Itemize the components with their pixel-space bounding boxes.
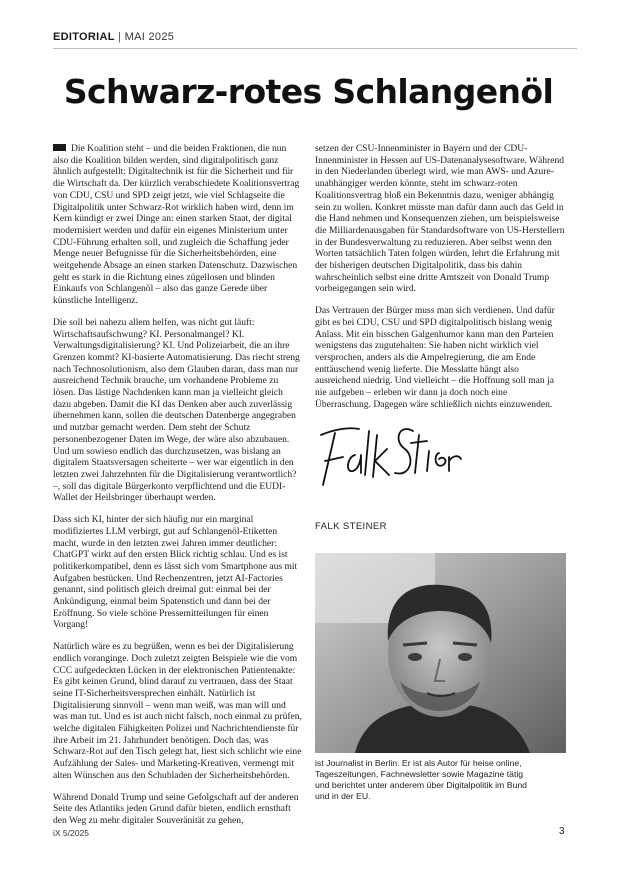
section-label: EDITORIAL <box>53 31 115 43</box>
right-column <box>315 143 565 420</box>
header-separator: | <box>118 31 122 43</box>
author-portrait <box>315 553 566 753</box>
left-column <box>53 143 303 837</box>
author-signature <box>315 415 475 500</box>
paragraph: Natürlich wäre es zu begrüßen, wenn es bei der Digitalisierung endlich voranginge. Doch zuletzt zeigten Beispiele wie die vom CCC aufgedeckten Lücken in der elektronischen Patientenakte: Es gibt keinen Grund, blind darauf zu vertrauen, dass der Staat seine IT-Sicherheitsversprechen einhält. Natürlich ist Digitalisierung sinnvoll – wenn man weiß, was man will und was man tut. Und es ist auch nicht falsch, noch einmal zu prüfen, welche digitalen Fähigkeiten Polizei und Nachrichtendienste für ihre Arbeit im 21. Jahrhundert benötigen. Doch das, was Schwarz-Rot auf den Tisch gelegt hat, liest sich schlicht wie eine Aufzählung der Sales- und Marketing-Kreativen, vermengt mit alten Wünschen aus den Schubladen der Sicherheitsbehörden. <box>53 641 302 781</box>
article-title: Schwarz-rotes Schlangenöl <box>63 72 554 111</box>
paragraph <box>53 143 303 307</box>
paragraph: Während Donald Trump und seine Gefolgschaft auf der anderen Seite des Atlantiks jeden Grund dafür bieten, endlich ernsthaft den Weg zu mehr digitaler Souveränität zu gehen, <box>53 791 299 826</box>
author-bio: ist Journalist in Berlin. Er ist als Autor für heise online, Tageszeitungen, Fachnewsletter sowie Magazine tätig und berichtet unter anderem über Digitalpolitik im Bund und in der EU. <box>315 758 527 801</box>
paragraph-text: Die Koalition steht – und die beiden Fraktionen, die nun also die Koalition bilden werden, sind digitalpolitisch ganz ähnlich aufgestellt: Digitaltechnik ist für die Sicherheit und für die Wirtschaft da. Der kürzlich verabschiedete Koalitionsvertrag von CDU, CSU und SPD zeigt jetzt, wie viel Schlagseite die Digitalpolitik unter Schwarz-Rot wirklich haben wird, denn im Kern kündigt er zwei Dinge an: einen starken Staat, der digital modernisiert werden und dafür ein eigenes Ministerium unter CDU-Führung erhalten soll, und zugleich die Schaffung jeder Menge neuer Befugnisse für die Sicherheitsbehörden, eine weitgehende Absage an einen starken Datenschutz. Dazwischen geht es stark in die Richtung eines zügellosen und blinden Einkaufs von Schlangenöl – also das ganze Gerede über künstliche Intelligenz. <box>53 143 300 307</box>
paragraph: Das Vertrauen der Bürger muss man sich verdienen. Und dafür gibt es bei CDU, CSU und SPD digitalpolitisch bislang wenig Anlass. Mit ein bisschen Galgenhumor kann man den Parteien wenigstens das zugutehalten: Sie haben nicht wirklich viel versprochen, anders als die Ampelregierung, die am Ende enttäuschend wenig lieferte. Die Messlatte hängt also ausreichend niedrig. Und vielleicht – die Hoffnung soll man ja nie aufgeben – erleben wir dann ja doch noch eine Überraschung. Dagegen wäre schließlich nichts einzuwenden. <box>315 305 555 410</box>
paragraph: Dass sich KI, hinter der sich häufig nur ein marginal modifiziertes LLM verbirgt, gut auf Schlangenöl-Etiketten macht, wurde in den letzten zwei Jahren immer deutlicher: ChatGPT wirkt auf den ersten Blick richtig schlau. Und es ist politikerkompatibel, denn es lässt sich vom Smartphone aus mit Aufgaben bestücken. Und Rechenzentren, jetzt AI-Factories genannt, sind politisch gleich dreimal gut: einmal bei der Ankündigung, einmal beim Spatenstich und dann bei der Eröffnung. So viele schöne Pressemitteilungen für einen Vorgang! <box>53 514 298 631</box>
paragraph: Die soll bei nahezu allem helfen, was nicht gut läuft: Wirtschaftsaufschwung? KI. Personalmangel? KI. Verwaltungsdigitalisierung? KI. Und Polizeiarbeit, die an ihre Grenzen kommt? KI-basierte Automatisierung. Das riecht streng nach Technosolutionism, also dem Glauben daran, dass man nur ausreichend Technik brauche, um vorhandene Probleme zu lösen. Das lästige Nachdenken kann man ja vielleicht gleich dazu abgeben. Damit die KI das Denken aber auch zuverlässig übernehmen kann, sollen die deutschen Datenberge angegraben und nutzbar gemacht werden. Dem steht der Schutz personenbezogener Daten im Wege, der wäre also abzubauen. Und um sowieso endlich das durchzusetzen, was bislang an digitalem Staatsversagen scheiterte – wer war eigentlich in den letzten zwei Jahrzehnten für die Digitalisierung verantwortlich? –, soll das digitale Bürgerkonto verpflichtend und die EUDI-Wallet der Heilsbringer überhaupt werden. <box>53 316 300 504</box>
paragraph: setzen der CSU-Innenminister in Bayern und der CDU-Innenminister in Hessen auf US-Datenanalysesoftware. Während in den Niederlanden überlegt wird, wie man AWS- und Azure-unabhängiger werden könnte, steht im schwarz-roten Koalitionsvertrag bloß ein Bekenntnis dazu, weniger abhängig sein zu wollen. Konkret müsste man dafür dann auch das Geld in die Hand nehmen und Konsequenzen ziehen, um beispielsweise die Milliardenausgaben für Standardsoftware von US-Herstellern in der Bundesverwaltung zu reduzieren. Aber selbst wenn den Worten tatsächlich Taten folgen würden, lehrt die Erfahrung mit der bisherigen deutschen Digitalpolitik, dass bis dahin wahrscheinlich selbst eine dritte Amtszeit von Donald Trump vorbeigegangen sein wird. <box>315 143 565 295</box>
author-name: FALK STEINER <box>315 521 387 532</box>
header-rule <box>53 48 577 49</box>
portrait-photo <box>315 553 566 753</box>
page-number: 3 <box>559 826 565 837</box>
issue-number: iX 5/2025 <box>53 828 89 838</box>
lead-marker <box>53 144 66 151</box>
issue-date: MAI 2025 <box>124 31 175 43</box>
section-header <box>53 31 174 43</box>
